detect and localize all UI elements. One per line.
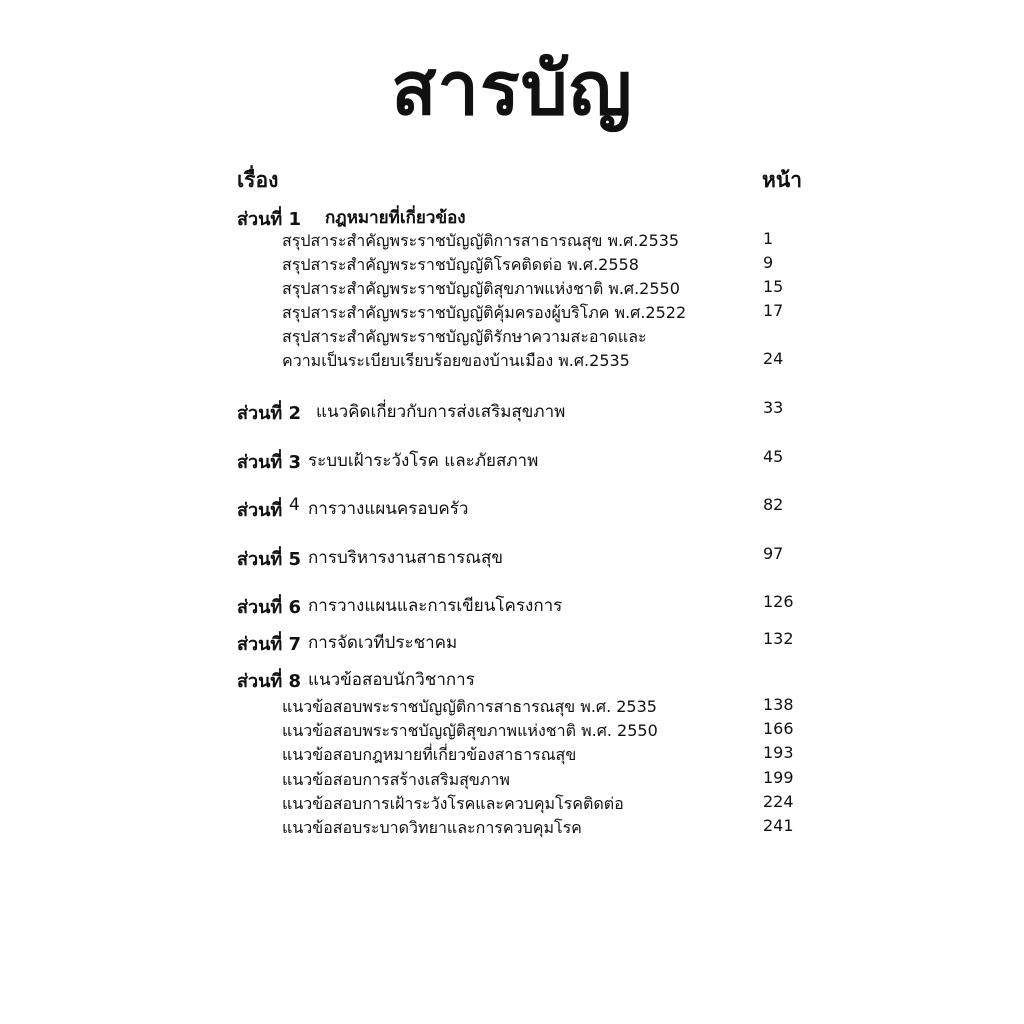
toc-item-page: 17 — [763, 301, 784, 320]
toc-item-page: 138 — [763, 695, 794, 714]
section-title: การวางแผนครอบครัว — [308, 499, 469, 519]
column-header-page: หน้า — [762, 168, 802, 192]
toc-item — [0, 277, 1024, 301]
column-header-topic: เรื่อง — [237, 168, 279, 192]
section-label: ส่วนที่ 2 — [237, 403, 302, 424]
toc-item — [0, 792, 1024, 816]
toc-item-page: 224 — [763, 792, 794, 811]
section-page: 126 — [763, 592, 794, 611]
toc-item-page: 166 — [763, 719, 794, 738]
toc-item-page: 24 — [763, 349, 784, 368]
section-page: 45 — [763, 447, 784, 466]
page-title: สารบัญ — [391, 46, 633, 132]
section-page: 97 — [763, 544, 784, 563]
section-title: การวางแผนและการเขียนโครงการ — [308, 596, 563, 616]
toc-item — [0, 816, 1024, 840]
toc-item-text: สรุปสาระสำคัญพระราชบัญญัติโรคติดต่อ พ.ศ.2558 — [282, 255, 639, 274]
section-label: ส่วนที่ 6 — [237, 597, 302, 618]
toc-item-text: สรุปสาระสำคัญพระราชบัญญัติการสาธารณสุข พ.ศ.2535 — [282, 231, 680, 250]
toc-item-text: แนวข้อสอบการสร้างเสริมสุขภาพ — [282, 770, 510, 789]
toc-item — [0, 325, 1024, 349]
toc-item-text: สรุปสาระสำคัญพระราชบัญญัติสุขภาพแห่งชาติ พ.ศ.2550 — [282, 279, 680, 298]
toc-item-text: ความเป็นระเบียบเรียบร้อยของบ้านเมือง พ.ศ.2535 — [282, 351, 630, 370]
toc-item — [0, 301, 1024, 325]
section-title: กฎหมายที่เกี่ยวข้อง — [325, 208, 466, 228]
toc-item — [0, 253, 1024, 277]
toc-item-page: 9 — [763, 253, 774, 272]
toc-item-page: 193 — [763, 743, 794, 762]
section-title: ระบบเฝ้าระวังโรค และภัยสภาพ — [308, 451, 539, 471]
toc-item-text: สรุปสาระสำคัญพระราชบัญญัติคุ้มครองผู้บริโภค พ.ศ.2522 — [282, 303, 687, 322]
section-label: ส่วนที่ 7 — [237, 634, 302, 655]
section-number: 4 — [289, 495, 300, 515]
toc-item-page: 15 — [763, 277, 784, 296]
toc-item — [0, 349, 1024, 373]
toc-item-text: แนวข้อสอบระบาดวิทยาและการควบคุมโรค — [282, 818, 582, 837]
section-page: 82 — [763, 495, 784, 514]
toc-section-4 — [0, 495, 1024, 519]
toc-item — [0, 768, 1024, 792]
section-title: การจัดเวทีประชาคม — [308, 633, 458, 653]
toc-item-text: แนวข้อสอบกฎหมายที่เกี่ยวข้องสาธารณสุข — [282, 745, 577, 764]
toc-item-page: 1 — [763, 229, 774, 248]
section-label: ส่วนที่ — [237, 500, 283, 521]
section-label: ส่วนที่ 5 — [237, 549, 302, 570]
toc-item-page: 241 — [763, 816, 794, 835]
section-label: ส่วนที่ 1 — [237, 209, 302, 230]
section-label: ส่วนที่ 8 — [237, 671, 302, 692]
toc-section-3 — [0, 447, 1024, 471]
toc-item-text: แนวข้อสอบการเฝ้าระวังโรคและควบคุมโรคติดต่อ — [282, 794, 624, 813]
toc-item — [0, 719, 1024, 743]
toc-item — [0, 743, 1024, 767]
toc-section-5 — [0, 544, 1024, 568]
toc-item-text: สรุปสาระสำคัญพระราชบัญญัติรักษาความสะอาดและ — [282, 327, 647, 346]
toc-item-text: แนวข้อสอบพระราชบัญญัติสุขภาพแห่งชาติ พ.ศ. 2550 — [282, 721, 658, 740]
section-title: แนวข้อสอบนักวิชาการ — [308, 670, 475, 690]
toc-item — [0, 229, 1024, 253]
section-page: 132 — [763, 629, 794, 648]
toc-section-2 — [0, 398, 1024, 422]
toc-section-1 — [0, 204, 1024, 228]
toc-item-text: แนวข้อสอบพระราชบัญญัติการสาธารณสุข พ.ศ. 2535 — [282, 697, 657, 716]
section-title: แนวคิดเกี่ยวกับการส่งเสริมสุขภาพ — [316, 402, 566, 422]
section-title: การบริหารงานสาธารณสุข — [308, 548, 503, 568]
toc-section-7 — [0, 629, 1024, 653]
toc-item — [0, 695, 1024, 719]
section-page: 33 — [763, 398, 784, 417]
toc-section-8 — [0, 666, 1024, 690]
section-label: ส่วนที่ 3 — [237, 452, 302, 473]
toc-section-6 — [0, 592, 1024, 616]
toc-item-page: 199 — [763, 768, 794, 787]
